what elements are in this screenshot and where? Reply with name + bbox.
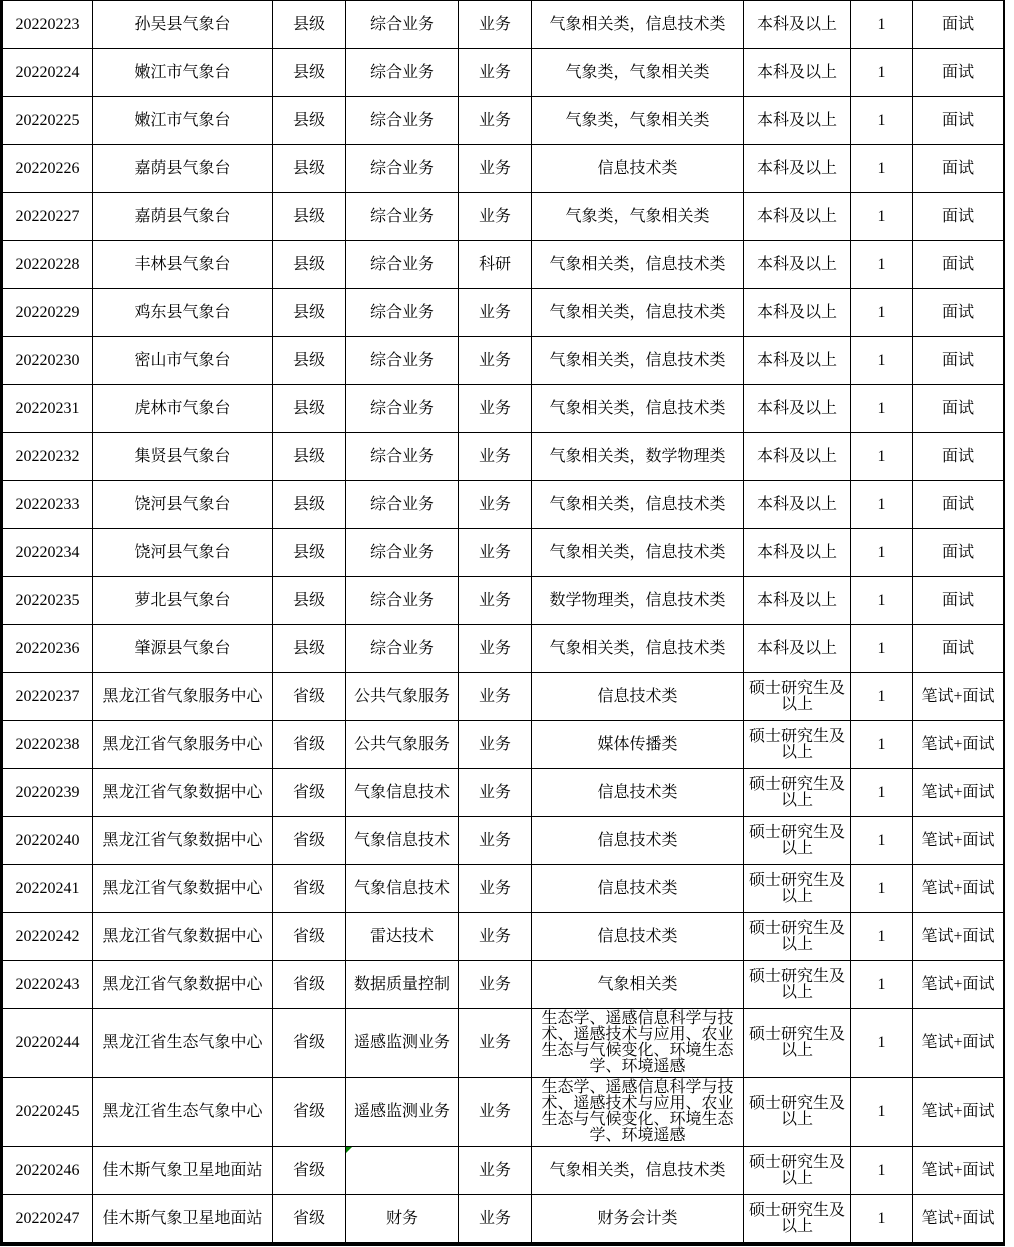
cell-department: 综合业务 [346,289,459,337]
cell-post-type: 业务 [459,337,532,385]
cell-department: 综合业务 [346,577,459,625]
table-row [3,1195,1004,1243]
cell-post-type: 业务 [459,529,532,577]
cell-exam: 面试 [913,241,1004,289]
cell-exam: 笔试+面试 [913,961,1004,1009]
cell-major: 信息技术类 [532,145,744,193]
cell-count: 1 [851,1,913,49]
cell-post-id: 20220233 [3,481,93,529]
table-row [3,337,1004,385]
cell-department: 气象信息技术 [346,817,459,865]
cell-education: 硕士研究生及以上 [744,1009,851,1078]
cell-major: 气象类，气象相关类 [532,97,744,145]
cell-count: 1 [851,145,913,193]
cell-post-type: 业务 [459,913,532,961]
cell-post-id: 20220227 [3,193,93,241]
cell-count: 1 [851,769,913,817]
cell-education: 本科及以上 [744,529,851,577]
cell-post-id: 20220241 [3,865,93,913]
cell-post-type: 业务 [459,625,532,673]
cell-post-type: 业务 [459,1078,532,1147]
cell-department: 综合业务 [346,49,459,97]
cell-level: 县级 [273,241,346,289]
cell-education: 硕士研究生及以上 [744,1195,851,1243]
cell-count: 1 [851,577,913,625]
cell-level: 县级 [273,97,346,145]
cell-employer: 虎林市气象台 [93,385,273,433]
cell-employer: 黑龙江省气象服务中心 [93,721,273,769]
cell-department: 遥感监测业务 [346,1009,459,1078]
cell-education: 硕士研究生及以上 [744,1147,851,1195]
cell-department: 综合业务 [346,625,459,673]
cell-count: 1 [851,193,913,241]
cell-major: 媒体传播类 [532,721,744,769]
cell-post-id: 20220223 [3,1,93,49]
cell-department: 气象信息技术 [346,865,459,913]
cell-exam: 面试 [913,625,1004,673]
cell-post-id: 20220234 [3,529,93,577]
cell-employer: 嫩江市气象台 [93,97,273,145]
cell-exam: 面试 [913,481,1004,529]
cell-post-type: 业务 [459,769,532,817]
cell-employer: 饶河县气象台 [93,529,273,577]
cell-level: 省级 [273,769,346,817]
cell-level: 县级 [273,433,346,481]
cell-major: 气象相关类，信息技术类 [532,625,744,673]
cell-employer: 佳木斯气象卫星地面站 [93,1195,273,1243]
cell-post-id: 20220229 [3,289,93,337]
cell-education: 本科及以上 [744,49,851,97]
cell-major: 信息技术类 [532,769,744,817]
cell-employer: 密山市气象台 [93,337,273,385]
cell-employer: 嘉荫县气象台 [93,145,273,193]
cell-count: 1 [851,1195,913,1243]
cell-exam: 笔试+面试 [913,673,1004,721]
table-row [3,1147,1004,1195]
cell-level: 县级 [273,337,346,385]
cell-post-id: 20220238 [3,721,93,769]
cell-major: 数学物理类，信息技术类 [532,577,744,625]
table-row [3,673,1004,721]
table-row [3,865,1004,913]
cell-level: 县级 [273,193,346,241]
cell-level: 县级 [273,145,346,193]
table-row [3,625,1004,673]
cell-count: 1 [851,913,913,961]
cell-employer: 萝北县气象台 [93,577,273,625]
cell-level: 县级 [273,625,346,673]
cell-employer: 黑龙江省生态气象中心 [93,1078,273,1147]
cell-education: 硕士研究生及以上 [744,1078,851,1147]
cell-exam: 面试 [913,433,1004,481]
cell-employer: 嘉荫县气象台 [93,193,273,241]
cell-level: 省级 [273,673,346,721]
cell-post-type: 业务 [459,961,532,1009]
cell-exam: 面试 [913,577,1004,625]
cell-major: 财务会计类 [532,1195,744,1243]
cell-department: 综合业务 [346,385,459,433]
cell-post-id: 20220237 [3,673,93,721]
table-row [3,289,1004,337]
cell-post-id: 20220232 [3,433,93,481]
cell-department: 综合业务 [346,1,459,49]
cell-education: 本科及以上 [744,577,851,625]
cell-education: 本科及以上 [744,1,851,49]
cell-count: 1 [851,241,913,289]
cell-level: 县级 [273,385,346,433]
cell-department: 综合业务 [346,241,459,289]
table-row [3,385,1004,433]
cell-count: 1 [851,97,913,145]
cell-count: 1 [851,1147,913,1195]
cell-post-type: 业务 [459,721,532,769]
cell-department: 气象信息技术 [346,769,459,817]
cell-level: 省级 [273,721,346,769]
cell-education: 本科及以上 [744,289,851,337]
cell-education: 本科及以上 [744,385,851,433]
cell-level: 省级 [273,1147,346,1195]
cell-exam: 笔试+面试 [913,1147,1004,1195]
cell-education: 本科及以上 [744,433,851,481]
table-row [3,49,1004,97]
cell-exam: 面试 [913,529,1004,577]
cell-exam: 笔试+面试 [913,1009,1004,1078]
cell-education: 硕士研究生及以上 [744,817,851,865]
cell-exam: 面试 [913,97,1004,145]
cell-education: 本科及以上 [744,145,851,193]
cell-education: 硕士研究生及以上 [744,961,851,1009]
cell-department: 综合业务 [346,193,459,241]
cell-exam: 笔试+面试 [913,865,1004,913]
cell-department: 综合业务 [346,529,459,577]
cell-employer: 黑龙江省气象服务中心 [93,673,273,721]
cell-post-type: 业务 [459,289,532,337]
cell-post-id: 20220244 [3,1009,93,1078]
cell-department [346,1147,459,1195]
table-row [3,913,1004,961]
cell-post-id: 20220228 [3,241,93,289]
cell-post-id: 20220231 [3,385,93,433]
cell-employer: 黑龙江省生态气象中心 [93,1009,273,1078]
cell-education: 本科及以上 [744,193,851,241]
cell-major: 气象类，气象相关类 [532,49,744,97]
cell-level: 县级 [273,49,346,97]
cell-post-id: 20220247 [3,1195,93,1243]
cell-level: 省级 [273,1195,346,1243]
cell-error-triangle-icon [346,1147,352,1153]
cell-education: 硕士研究生及以上 [744,673,851,721]
cell-level: 省级 [273,1078,346,1147]
table-row [3,1,1004,49]
cell-major: 气象相关类，信息技术类 [532,529,744,577]
cell-post-type: 业务 [459,1147,532,1195]
cell-count: 1 [851,961,913,1009]
cell-exam: 面试 [913,385,1004,433]
cell-post-type: 业务 [459,673,532,721]
cell-employer: 鸡东县气象台 [93,289,273,337]
cell-department: 雷达技术 [346,913,459,961]
cell-major: 气象类，气象相关类 [532,193,744,241]
cell-education: 硕士研究生及以上 [744,721,851,769]
cell-employer: 黑龙江省气象数据中心 [93,913,273,961]
cell-employer: 黑龙江省气象数据中心 [93,817,273,865]
cell-major: 生态学、遥感信息科学与技术、遥感技术与应用、农业生态与气候变化、环境生态学、环境遥感 [532,1009,744,1078]
cell-post-type: 业务 [459,1009,532,1078]
cell-education: 本科及以上 [744,337,851,385]
cell-count: 1 [851,817,913,865]
table-row [3,145,1004,193]
table-body [3,1,1004,1243]
cell-exam: 面试 [913,49,1004,97]
cell-post-id: 20220240 [3,817,93,865]
cell-major: 气象相关类，信息技术类 [532,385,744,433]
table-row [3,481,1004,529]
cell-count: 1 [851,289,913,337]
cell-count: 1 [851,721,913,769]
table-row [3,193,1004,241]
cell-post-id: 20220236 [3,625,93,673]
recruitment-positions-table [2,0,1004,1243]
cell-post-id: 20220224 [3,49,93,97]
cell-major: 气象相关类，信息技术类 [532,481,744,529]
cell-major: 生态学、遥感信息科学与技术、遥感技术与应用、农业生态与气候变化、环境生态学、环境遥感 [532,1078,744,1147]
cell-exam: 笔试+面试 [913,1195,1004,1243]
cell-exam: 面试 [913,145,1004,193]
cell-post-type: 业务 [459,865,532,913]
cell-department: 数据质量控制 [346,961,459,1009]
cell-post-id: 20220243 [3,961,93,1009]
cell-level: 县级 [273,577,346,625]
cell-count: 1 [851,865,913,913]
cell-major: 信息技术类 [532,913,744,961]
cell-level: 县级 [273,289,346,337]
cell-exam: 面试 [913,289,1004,337]
cell-department: 综合业务 [346,97,459,145]
cell-count: 1 [851,49,913,97]
cell-department: 综合业务 [346,337,459,385]
cell-exam: 面试 [913,1,1004,49]
table-row [3,529,1004,577]
cell-employer: 肇源县气象台 [93,625,273,673]
cell-exam: 笔试+面试 [913,817,1004,865]
cell-count: 1 [851,385,913,433]
table-row [3,961,1004,1009]
cell-major: 信息技术类 [532,865,744,913]
cell-post-type: 业务 [459,1195,532,1243]
cell-major: 气象相关类，信息技术类 [532,1,744,49]
cell-employer: 孙吴县气象台 [93,1,273,49]
cell-major: 气象相关类，信息技术类 [532,337,744,385]
cell-post-id: 20220235 [3,577,93,625]
cell-exam: 笔试+面试 [913,913,1004,961]
cell-exam: 笔试+面试 [913,769,1004,817]
cell-level: 省级 [273,961,346,1009]
cell-count: 1 [851,337,913,385]
cell-education: 本科及以上 [744,97,851,145]
cell-employer: 集贤县气象台 [93,433,273,481]
cell-education: 硕士研究生及以上 [744,865,851,913]
cell-count: 1 [851,529,913,577]
cell-major: 气象相关类，信息技术类 [532,289,744,337]
table-row [3,1078,1004,1147]
cell-count: 1 [851,625,913,673]
cell-post-id: 20220242 [3,913,93,961]
cell-employer: 佳木斯气象卫星地面站 [93,1147,273,1195]
cell-education: 本科及以上 [744,625,851,673]
cell-employer: 丰林县气象台 [93,241,273,289]
cell-post-type: 业务 [459,433,532,481]
cell-department: 公共气象服务 [346,721,459,769]
table-row [3,721,1004,769]
cell-post-id: 20220226 [3,145,93,193]
cell-post-type: 业务 [459,1,532,49]
cell-count: 1 [851,673,913,721]
cell-major: 气象相关类，信息技术类 [532,1147,744,1195]
cell-post-id: 20220245 [3,1078,93,1147]
table-row [3,769,1004,817]
cell-major: 信息技术类 [532,673,744,721]
cell-employer: 黑龙江省气象数据中心 [93,961,273,1009]
cell-level: 县级 [273,481,346,529]
cell-department: 遥感监测业务 [346,1078,459,1147]
cell-employer: 黑龙江省气象数据中心 [93,865,273,913]
cell-post-type: 业务 [459,97,532,145]
cell-post-id: 20220246 [3,1147,93,1195]
cell-post-id: 20220230 [3,337,93,385]
cell-level: 省级 [273,1009,346,1078]
cell-post-type: 业务 [459,481,532,529]
cell-major: 气象相关类，信息技术类 [532,241,744,289]
cell-count: 1 [851,481,913,529]
cell-major: 信息技术类 [532,817,744,865]
cell-post-id: 20220225 [3,97,93,145]
cell-department: 财务 [346,1195,459,1243]
cell-post-id: 20220239 [3,769,93,817]
cell-education: 本科及以上 [744,481,851,529]
cell-level: 省级 [273,865,346,913]
cell-level: 县级 [273,529,346,577]
cell-education: 硕士研究生及以上 [744,913,851,961]
cell-post-type: 业务 [459,817,532,865]
cell-post-type: 科研 [459,241,532,289]
cell-education: 硕士研究生及以上 [744,769,851,817]
cell-employer: 饶河县气象台 [93,481,273,529]
cell-major: 气象相关类 [532,961,744,1009]
cell-exam: 笔试+面试 [913,1078,1004,1147]
cell-exam: 笔试+面试 [913,721,1004,769]
cell-education: 本科及以上 [744,241,851,289]
cell-department: 综合业务 [346,433,459,481]
cell-count: 1 [851,1009,913,1078]
table-row [3,817,1004,865]
cell-count: 1 [851,1078,913,1147]
cell-level: 省级 [273,817,346,865]
cell-level: 县级 [273,1,346,49]
cell-department: 综合业务 [346,145,459,193]
cell-employer: 嫩江市气象台 [93,49,273,97]
table-row [3,241,1004,289]
cell-exam: 面试 [913,337,1004,385]
cell-post-type: 业务 [459,577,532,625]
cell-post-type: 业务 [459,385,532,433]
cell-department: 公共气象服务 [346,673,459,721]
table-row [3,577,1004,625]
cell-employer: 黑龙江省气象数据中心 [93,769,273,817]
cell-department: 综合业务 [346,481,459,529]
cell-post-type: 业务 [459,49,532,97]
table-row [3,1009,1004,1078]
cell-level: 省级 [273,913,346,961]
cell-post-type: 业务 [459,145,532,193]
cell-exam: 面试 [913,193,1004,241]
cell-post-type: 业务 [459,193,532,241]
table-row [3,433,1004,481]
cell-major: 气象相关类，数学物理类 [532,433,744,481]
cell-count: 1 [851,433,913,481]
table-row [3,97,1004,145]
